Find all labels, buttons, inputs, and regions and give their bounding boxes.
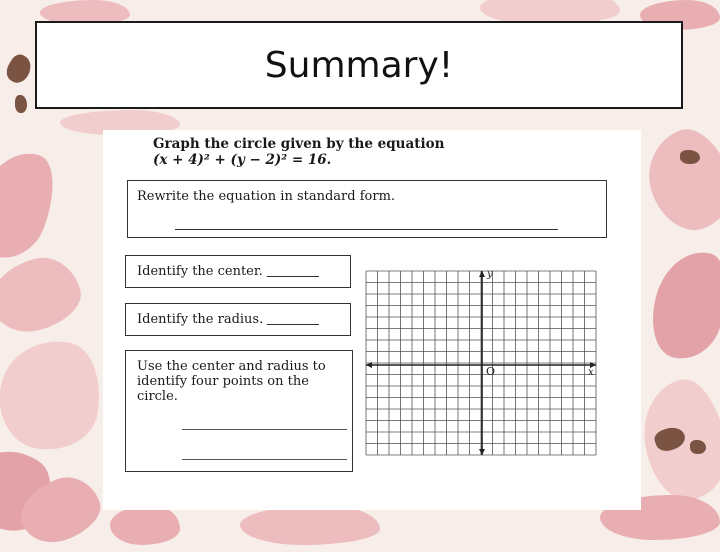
y-axis-down-arrow xyxy=(479,449,485,455)
rewrite-box xyxy=(127,180,607,238)
worksheet-image xyxy=(103,130,641,510)
heading-line-1: Graph the circle given by the equation xyxy=(153,136,445,152)
points-label: Use the center and radius to identify four points on the circle. xyxy=(137,359,326,404)
y-axis-up-arrow xyxy=(479,271,485,277)
radius-answer-line xyxy=(267,324,319,325)
slide-title-box xyxy=(35,21,683,109)
rewrite-answer-line xyxy=(175,229,558,230)
x-axis-label: x xyxy=(588,367,594,378)
heading-equation: (x + 4)² + (y − 2)² = 16. xyxy=(153,152,332,168)
slide-title: Summary! xyxy=(264,44,454,86)
center-answer-line xyxy=(267,276,319,277)
points-answer-line-2 xyxy=(182,459,347,460)
points-answer-line-1 xyxy=(182,429,347,430)
origin-label: O xyxy=(486,365,496,378)
y-axis-label: y xyxy=(487,269,493,280)
coordinate-grid-svg xyxy=(362,267,600,459)
radius-box xyxy=(125,303,351,336)
center-label: Identify the center. xyxy=(137,264,263,279)
center-box xyxy=(125,255,351,288)
points-box xyxy=(125,350,353,472)
worksheet-heading xyxy=(153,136,444,168)
radius-label: Identify the radius. xyxy=(137,312,264,327)
rewrite-label: Rewrite the equation in standard form. xyxy=(137,189,396,204)
coordinate-grid xyxy=(362,267,600,463)
